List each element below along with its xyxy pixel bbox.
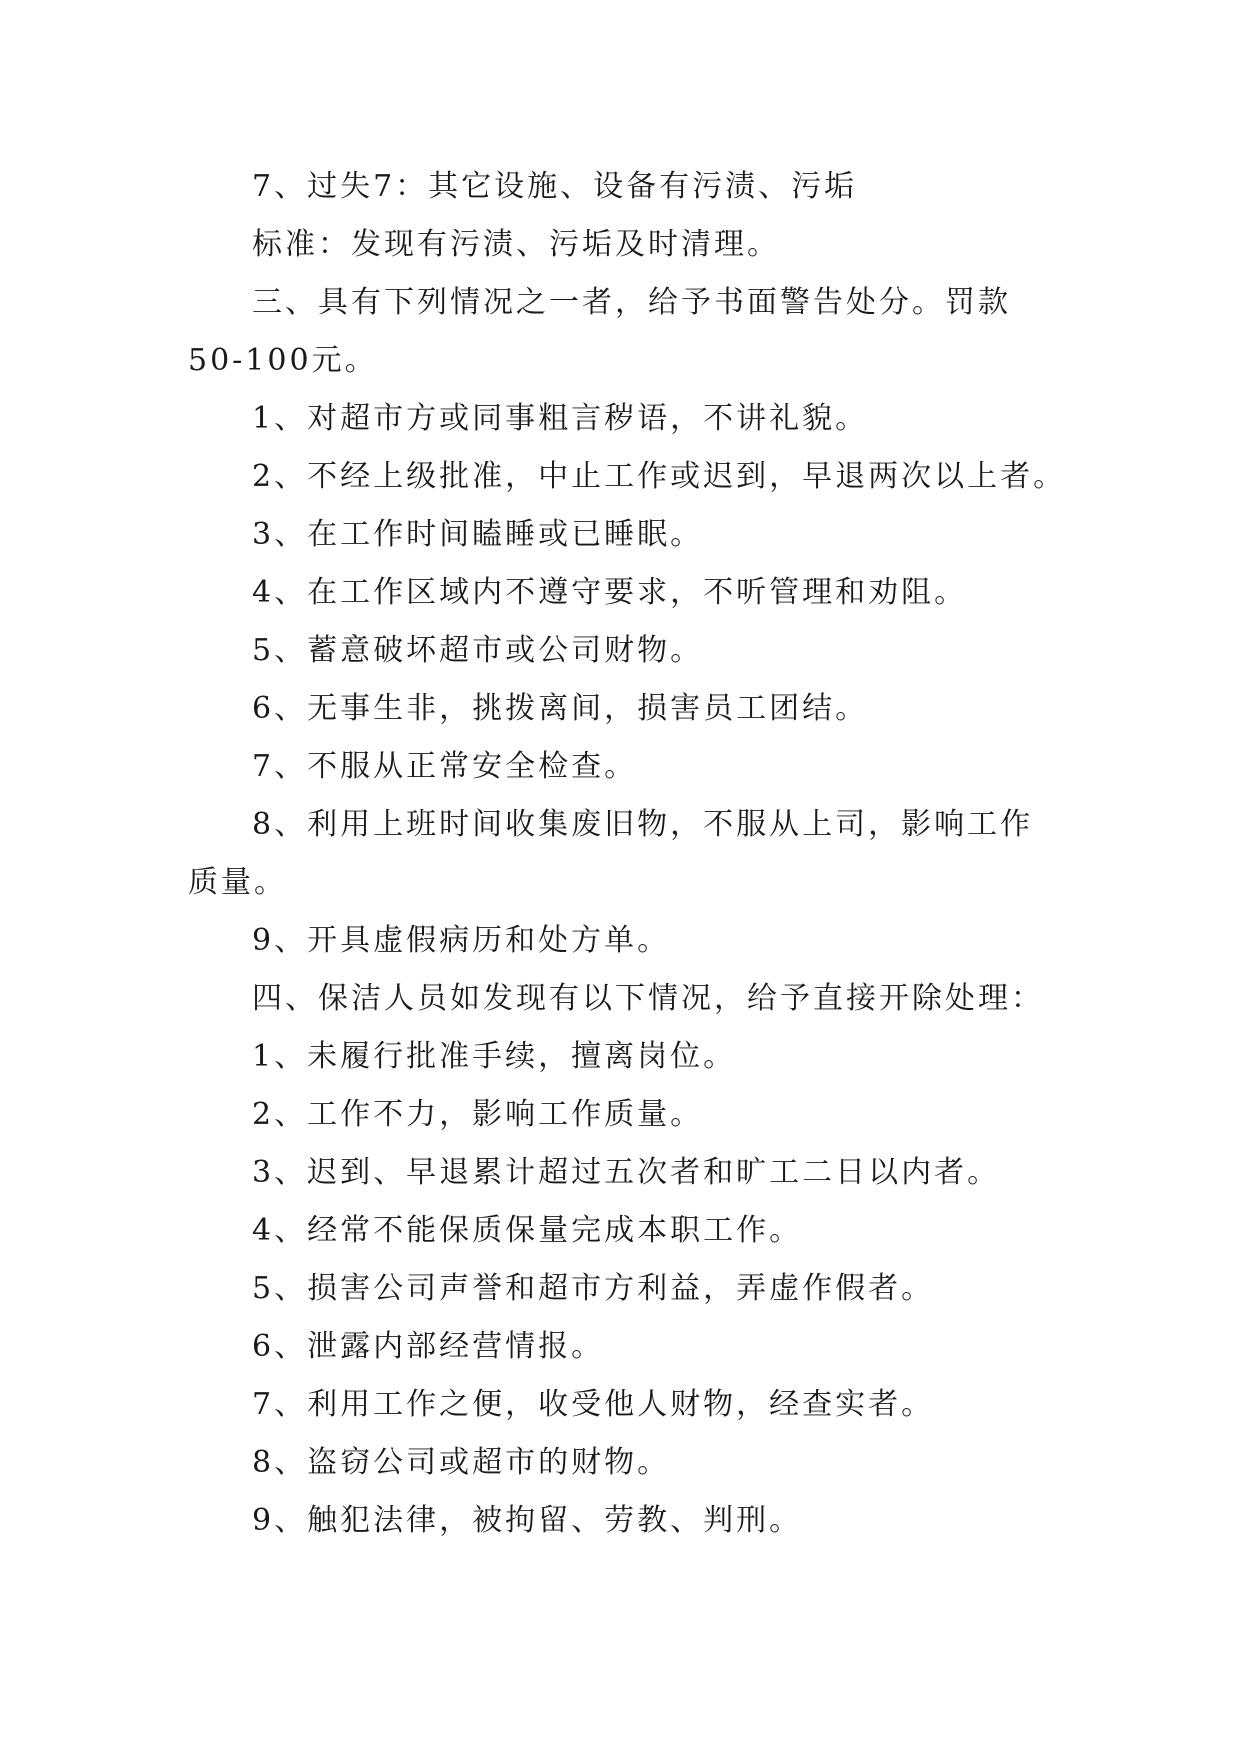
section-heading: 四、保洁人员如发现有以下情况，给予直接开除处理： bbox=[252, 981, 1044, 1016]
list-item-continuation: 质量。 bbox=[188, 865, 287, 900]
paragraph-line: 标准：发现有污渍、污垢及时清理。 bbox=[252, 227, 780, 262]
list-item: 4、经常不能保质保量完成本职工作。 bbox=[252, 1213, 803, 1248]
list-item: 3、在工作时间瞌睡或已睡眠。 bbox=[252, 517, 704, 552]
list-item: 8、利用上班时间收集废旧物，不服从上司，影响工作 bbox=[252, 807, 1034, 842]
list-item: 3、迟到、早退累计超过五次者和旷工二日以内者。 bbox=[252, 1155, 1001, 1190]
list-item: 7、不服从正常安全检查。 bbox=[252, 749, 638, 784]
document-body bbox=[188, 158, 1088, 1550]
list-item: 4、在工作区域内不遵守要求，不听管理和劝阻。 bbox=[252, 575, 968, 610]
paragraph-line: 7、过失7：其它设施、设备有污渍、污垢 bbox=[252, 169, 858, 204]
list-item: 2、不经上级批准，中止工作或迟到，早退两次以上者。 bbox=[252, 459, 1067, 494]
list-item: 6、无事生非，挑拨离间，损害员工团结。 bbox=[252, 691, 869, 726]
list-item: 6、泄露内部经营情报。 bbox=[252, 1329, 605, 1364]
list-item: 9、触犯法律，被拘留、劳教、判刑。 bbox=[252, 1503, 803, 1538]
list-item: 1、未履行批准手续，擅离岗位。 bbox=[252, 1039, 737, 1074]
paragraph-line: 50-100元。 bbox=[188, 343, 378, 378]
list-item: 5、蓄意破坏超市或公司财物。 bbox=[252, 633, 704, 668]
list-item: 8、盗窃公司或超市的财物。 bbox=[252, 1445, 671, 1480]
list-item: 9、开具虚假病历和处方单。 bbox=[252, 923, 671, 958]
list-item: 2、工作不力，影响工作质量。 bbox=[252, 1097, 704, 1132]
list-item: 5、损害公司声誉和超市方利益，弄虚作假者。 bbox=[252, 1271, 935, 1306]
section-heading: 三、具有下列情况之一者，给予书面警告处分。罚款 bbox=[252, 285, 1011, 320]
list-item: 7、利用工作之便，收受他人财物，经查实者。 bbox=[252, 1387, 935, 1422]
list-item: 1、对超市方或同事粗言秽语，不讲礼貌。 bbox=[252, 401, 869, 436]
